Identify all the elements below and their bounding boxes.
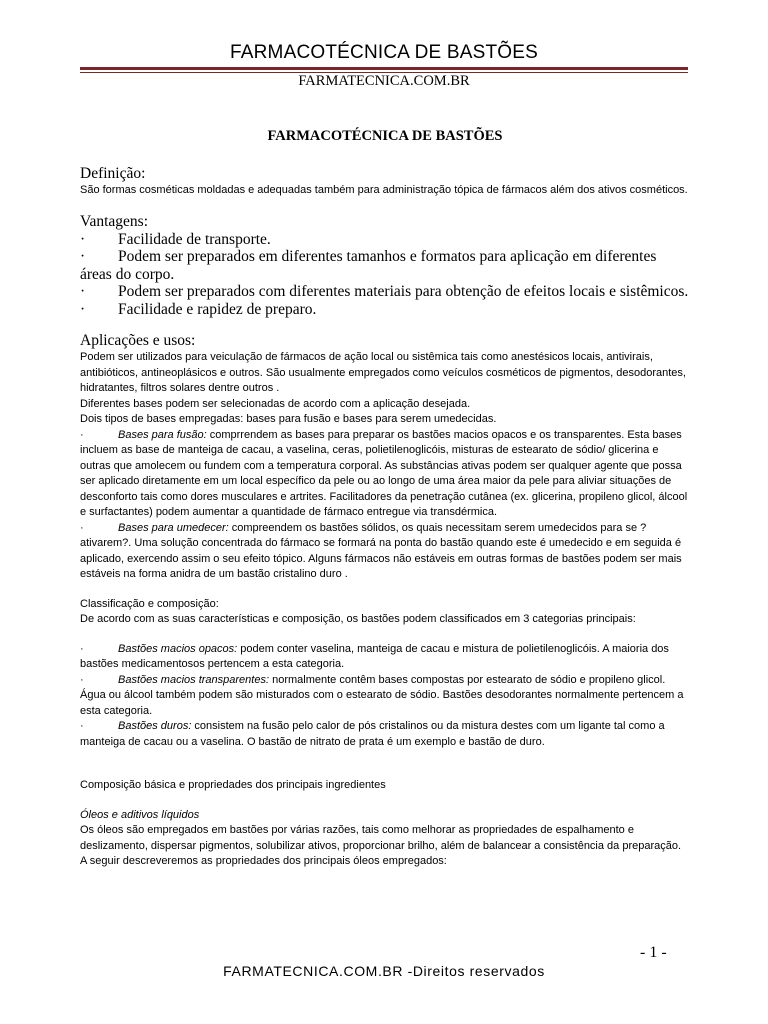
header-site: FARMATECNICA.COM.BR [298,73,470,89]
document-title: FARMACOTÉCNICA DE BASTÕES [267,128,503,144]
classificacao-term: Bastões duros: [118,720,192,732]
classificacao-item [80,719,690,750]
bases-umedecer-text: compreendem os bastões sólidos, os quais necessitam serem umedecidos para se ?ativarem?. Uma solução concentrada do fármaco se formará na ponta do bastão quando este é umedecido e em seguida é aplicado, exercendo assim o seu efeito tópico. Alguns fármacos não estáveis em outras formas de bastões podem ser mais estáveis na forma anidra de um bastão cristalino duro . [80,521,682,580]
aplicacoes-heading: Aplicações e usos: [80,332,196,349]
classificacao-text: podem conter vaselina, manteiga de cacau e mistura de polietilenoglicóis. A maioria dos bastões medicamentosos pertencem a esta categoria. [80,642,669,670]
vantagens-item-text: Podem ser preparados com diferentes materiais para obtenção de efeitos locais e sistêmicos. [118,283,689,300]
header-rule-thick [80,67,688,70]
bullet-dot: · [80,283,86,300]
bullet-dot: · [80,720,84,732]
classificacao-term: Bastões macios opacos: [118,642,238,655]
composicao-text: Os óleos são empregados em bastões por várias razões, tais como melhorar as propriedades de espalhamento e deslizamento, dispersar pigmentos, solubilizar ativos, proporcionar brilho, além de balancear a consistência da preparação. A seguir descreveremos as propriedades dos principais óleos empregados: [80,824,682,867]
vantagens-item [80,301,690,319]
classificacao-text: normalmente contêm bases compostas por estearato de sódio e propileno glicol. Água ou álcool também podem são misturados com o estearato de sódio. Bastões desodorantes normalmente pertencem a esta categoria. [80,673,684,717]
bases-fusao-text: comprrendem as bases para preparar os bastões macios opacos e os transparentes. Esta bases incluem as base de manteiga de cacau, a vaselina, ceras, polietilenoglicóis, misturas de estearato de sódio/ glicerina e outras que amolecem ou fundem com a temperatura corporal. As substâncias ativas podem ser qualquer agente que possa ser aplicado diretamente em um local específico da pele ou ao longo de uma área maior da pele para aliviar situações de desconforto tais como dores musculares e artrites. Facilitadores da penetração cutânea (ex. glicerina, propileno glicol, álcool e surfactantes) podem aumentar a quantidade de fármaco entregue via transdérmica. [80,428,688,518]
document-body [80,128,690,870]
bullet-dot: · [80,521,84,534]
vantagens-item [80,231,690,249]
bullet-dot: · [80,300,86,318]
bases-fusao-item [80,428,690,521]
bases-fusao-term: Bases para fusão: [118,428,207,441]
classificacao-intro: De acordo com as suas características e composição, os bastões podem classificados em 3 categorias principais: [80,613,636,625]
footer-text: FARMATECNICA.COM.BR -Direitos reservados [223,963,545,979]
aplicacoes-paragraph: Diferentes bases podem ser selecionadas de acordo com a aplicação desejada. [80,397,471,410]
classificacao-heading: Classificação e composição: [80,597,219,610]
classificacao-text: consistem na fusão pelo calor de pós cristalinos ou da mistura destes com um ligante tal como a manteiga de cacau ou a vaselina. O bastão de nitrato de prata é um exemplo e bastão de duro. [80,720,665,748]
aplicacoes-paragraph: Dois tipos de bases empregadas: bases para fusão e bases para serem umedecidas. [80,413,497,425]
vantagens-heading: Vantagens: [80,212,149,230]
bullet-dot: · [80,248,86,265]
vantagens-item-text: Facilidade e rapidez de preparo. [118,300,317,318]
classificacao-item [80,673,690,720]
vantagens-item-text: Facilidade de transporte. [118,230,271,248]
bullet-dot: · [80,673,84,686]
vantagens-item [80,283,690,301]
composicao-subheading: Óleos e aditivos líquidos [80,808,200,821]
classificacao-item [80,642,690,673]
vantagens-item-text: Podem ser preparados em diferentes tamanhos e formatos para aplicação em diferentes áreas do corpo. [80,248,657,283]
bases-umedecer-term: Bases para umedecer: [118,521,229,534]
vantagens-item [80,248,690,283]
aplicacoes-paragraph: Podem ser utilizados para veiculação de fármacos de ação local ou sistêmica tais como anestésicos locais, antivirais, antibióticos, antineoplásicos e outros. São usualmente empregados como veículos cosméticos de pigmentos, desodorantes, hidratantes, filtros solares dentre outros . [80,351,686,394]
definicao-heading: Definição: [80,165,146,182]
composicao-heading: Composição básica e propriedades dos principais ingredientes [80,779,386,791]
classificacao-term: Bastões macios transparentes: [118,673,270,686]
page-number: - 1 - [640,944,667,961]
bases-umedecer-item [80,521,690,583]
bullet-dot: · [80,642,84,655]
bullet-dot: · [80,230,86,248]
header-title: FARMACOTÉCNICA DE BASTÕES [230,42,538,63]
definicao-text: São formas cosméticas moldadas e adequadas também para administração tópica de fármacos além dos ativos cosméticos. [80,184,688,196]
bullet-dot: · [80,428,84,441]
